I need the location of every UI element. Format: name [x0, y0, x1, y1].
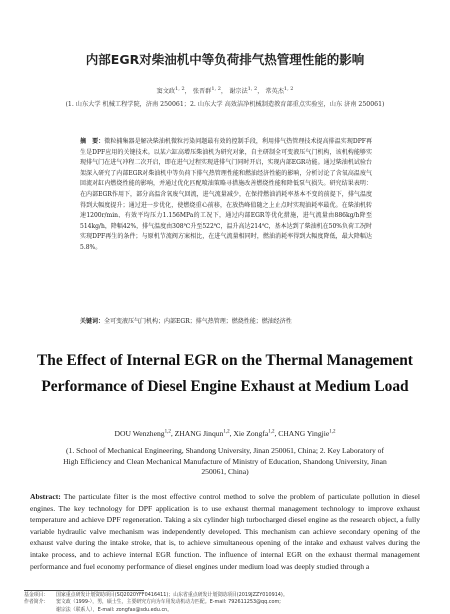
footnote-label: 作者简介：	[24, 599, 49, 606]
en-abstract-label: Abstract:	[30, 492, 61, 501]
en-affiliation: (1. School of Mechanical Engineering, Shandong University, Jinan 250061, China; 2. Key Laboratory of High Efficiency and Clean Mechanical Manufacture of Ministry of Education, Shandong University, Jinan 250061, China)	[63, 446, 387, 477]
en-abstract-block	[30, 491, 420, 572]
footnote-line	[24, 599, 428, 606]
cn-author-sup: 1, 2	[247, 86, 258, 92]
en-author: Xie Zongfa	[233, 429, 269, 438]
cn-keywords-text: 全可变液压气门机构；内部EGR；排气热管理；燃烧性能；燃油经济性	[104, 318, 292, 325]
cn-author-sup: 1, 2	[283, 86, 294, 92]
footnote-text: 谢宗法（联系人），E-mail: zongfax@sdu.edu.cn。	[56, 606, 173, 613]
cn-author-sup: 1, 2	[211, 86, 221, 92]
cn-authors: 窦文政$^{1, 2}$， 张晋群$^{1, 2}$， 谢宗法$^{1, 2}$， 常英杰$^{1, 2}$	[156, 86, 294, 96]
cn-author: 窦文政	[156, 88, 176, 96]
en-abstract-text: The particulate filter is the most effective control method to solve the problem of particulate pollution in diesel engines. The key technology for DPF application is to use exhaust thermal management technology to improve exhaust temperature and achieve DPF regeneration. Taking a six cylinder high turbocharged diesel engine as the research object, a fully variable hydraulic valve mechanism was independently developed. This mechanism can achieve secondary opening of the exhaust valve during the intake stroke, that is, to achieve simultaneous opening of the intake and exhaust valves during the intake process, and to achieve internal EGR function. The influence of internal EGR on the exhaust thermal management performance and fuel economy performance of diesel engines under medium load was deeply studied through a	[30, 492, 420, 571]
footnote-text: 窦文政（1999-），男，硕士生，主要研究方向为车用发动机动力匹配。E-mail: 792611253@qq.com;	[56, 599, 281, 606]
cn-keywords-block	[80, 316, 372, 325]
cn-author-sup: 1, 2	[175, 86, 185, 92]
cn-author: 谢宗法	[229, 88, 248, 96]
cn-keywords-label: 关键词：	[80, 318, 105, 325]
footnote-text: 国家重点研发计划资助项目(SQ2020YFF0416411)；山东省重点研发计划资助项目(2019JZZY010914)。	[56, 592, 288, 598]
en-author-sup: 1,2	[329, 429, 336, 435]
footnote	[24, 592, 428, 614]
en-author: ZHANG Jinqun	[174, 429, 224, 438]
en-author-sup: 1,2	[268, 429, 275, 435]
cn-author: 常英杰	[265, 88, 284, 96]
cn-author: 张晋群	[192, 88, 212, 96]
cn-abstract-block	[80, 137, 372, 254]
en-author-sup: 1,2	[223, 429, 230, 435]
cn-abstract-label: 摘 要：	[80, 138, 105, 145]
en-author: CHANG Yingjie	[278, 429, 330, 438]
en-authors: DOU Wenzheng$^{1,2}$, ZHANG Jinqun$^{1,2}$, Xie Zongfa$^{1,2}$, CHANG Yingjie$^{1,2}$	[114, 429, 336, 438]
en-author: DOU Wenzheng	[114, 429, 165, 438]
cn-title: 内部EGR对柴油机中等负荷排气热管理性能的影响	[85, 52, 365, 67]
en-author-sup: 1,2	[164, 429, 171, 435]
en-title: The Effect of Internal EGR on the Thermal Management Performance of Diesel Engine Exhaust at Medium Load	[37, 352, 413, 395]
cn-affiliation: (1. 山东大学 机械工程学院，济南 250061；2. 山东大学 高效洁净机械制造教育部重点实验室，山东 济南 250061)	[65, 101, 385, 108]
cn-abstract-text: 微粒捕集器是解决柴油机微粒污染问题最有效的控制手段，利用排气热管理技术提高排温实现DPF再生是DPF应用的关键技术。以某六缸高增压柴油机为研究对象，自主研制全可变液压气门机构，该机构能够实现排气门在进气冲程二次开启，即在进气过程实现进排气门同时开启，实现内部EGR功能。通过柴油机试验台架深入研究了内部EGR对柴油机中等负荷下排气热管理性能和燃油经济性能的影响，分析讨论了含氧高温废气回流对缸内燃烧性能的影响，并通过优化匹配喷油策略寻措施改善燃烧性能和降低泵气损失。研究结果表明：在内部EGR作用下，部分高温含氧废气回流，进气流量减少，在保持燃油消耗率基本不变的前提下，排气温度得到大幅度提升；通过进一步优化，使燃烧重心前移，在放热峰值随之上止点时实现油耗率最优。在柴油机转速1200r/min、有效平均压力1.156MPa的工况下，通过内部EGR等优化措施，进气流量由886kg/h降至514kg/h，降幅42%，排气温度由308℃升至522℃，温升高达214℃，基本达到了柴油机在50%负荷工况时实现DPF再生的条件；与原机节流阀方案相比，在进气流量相同时，燃油消耗率得到大幅度降低，最大降幅达5.8%。	[80, 138, 372, 251]
footnote-label: 基金项目：	[24, 592, 49, 598]
footnote-rule	[24, 590, 144, 591]
